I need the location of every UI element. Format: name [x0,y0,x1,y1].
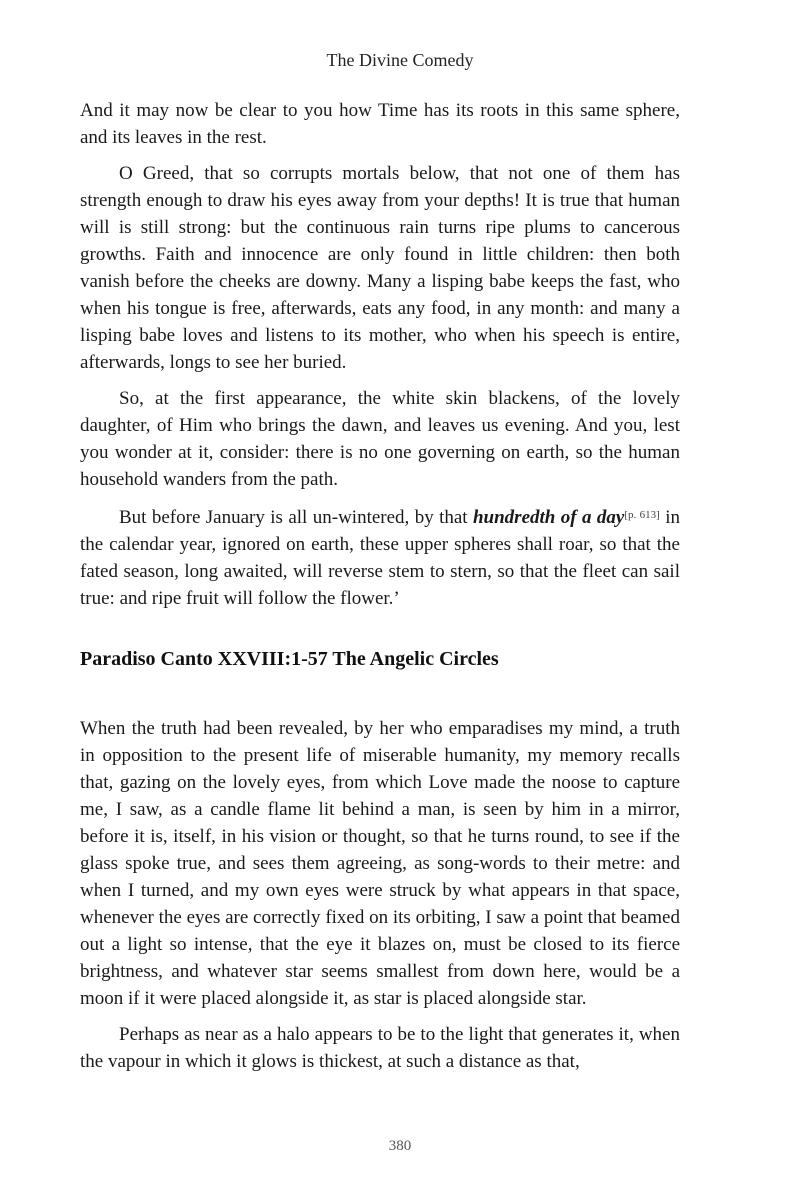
paragraph [80,502,680,612]
emphasized-phrase: hundredth of a day [472,507,625,528]
section-heading: Paradiso Canto XXVIII:1-57 The Angelic Circles [80,648,499,670]
running-head: The Divine Comedy [326,50,474,70]
page-note-reference[interactable]: [p. 613] [624,509,660,521]
paragraph-text: in the calendar year, ignored on earth, these upper spheres shall roar, so that the fated season, long awaited, will reverse stem to stern, so that the fleet can sail true: and ripe fruit will follow the flower.’ [80,507,680,609]
page-number: 380 [388,1138,412,1154]
paragraph-text: But before January is all un-wintered, by that [119,507,473,528]
paragraph: And it may now be clear to you how Time has its roots in this same sphere, and its leaves in the rest. [80,100,680,148]
paragraph: O Greed, that so corrupts mortals below, that not one of them has strength enough to draw his eyes away from your depths! It is true that human will is still strong: but the continuous rain turns ripe plums to cancerous growths. Faith and innocence are only found in little children: then both vanish before the cheeks are downy. Many a lisping babe keeps the fast, who when his tongue is free, afterwards, eats any food, in any month: and many a lisping babe loves and listens to its mother, who when his speech is entire, afterwards, longs to see her buried. [80,163,680,373]
paragraph: So, at the first appearance, the white skin blackens, of the lovely daughter, of Him who brings the dawn, and leaves us evening. And you, lest you wonder at it, consider: there is no one governing on earth, so the human household wanders from the path. [80,388,680,490]
continuation-text [80,97,680,621]
paragraph: When the truth had been revealed, by her who emparadises my mind, a truth in opposition to the present life of miserable humanity, my memory recalls that, gazing on the lovely eyes, from which Love made the noose to capture me, I saw, as a candle flame lit behind a man, is seen by him in a mirror, before it is, itself, in his vision or thought, so that he turns round, to see if the glass spoke true, and sees them agreeing, as song-words to their metre: and when I turned, and my own eyes were struck by what appears in that space, whenever the eyes are correctly fixed on its orbiting, I saw a point that beamed out a light so intense, that the eye it blazes on, must be closed to its fierce brightness, and whatever star seems smallest from down here, would be a moon if it were placed alongside it, as star is placed alongside star. [80,718,680,1009]
paragraph: Perhaps as near as a halo appears to be to the light that generates it, when the vapour in which it glows is thickest, at such a distance as that, [80,1024,680,1072]
canto-text [80,715,680,1084]
